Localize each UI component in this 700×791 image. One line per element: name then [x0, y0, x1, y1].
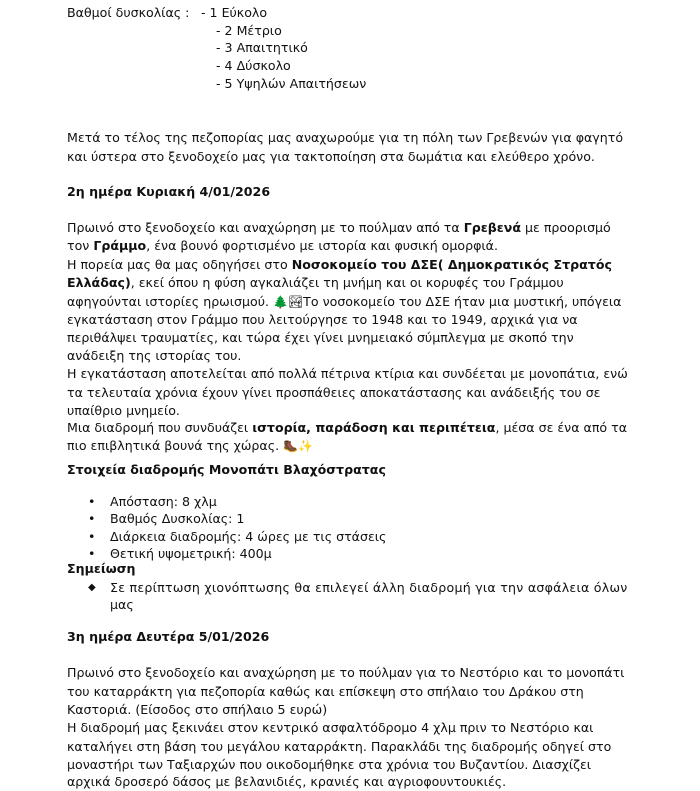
difficulty-level: - 2 Μέτριο [216, 23, 282, 38]
list-item-text: Βαθμός Δυσκολίας: 1 [110, 511, 245, 526]
paragraph-line: ανάδειξη της ιστορίας του. [67, 348, 242, 363]
paragraph-line: Μετά το τέλος της πεζοπορίας μας αναχωρούμε για τη πόλη των Γρεβενών για φαγητό [67, 130, 624, 145]
paragraph-line: πιο επιβλητικά βουνά της χώρας. 🥾✨ [67, 438, 313, 453]
paragraph-line: του καταρράκτη για πεζοπορία καθώς και επίσκεψη στο σπήλαιο του Δράκου στη [67, 684, 584, 699]
paragraph-line: και ύστερα στο ξενοδοχείο μας για τακτοποίηση στα δωμάτια και ελεύθερο χρόνο. [67, 149, 595, 164]
sparkles-icon: ✨ [298, 439, 313, 453]
paragraph-line: τα τελευταία χρόνια έχουν γίνει προσπάθειες αποκατάστασης και ανάδειξής του σε [67, 385, 601, 400]
diamond-bullet-icon: ◆ [88, 582, 96, 593]
difficulty-label: Βαθμοί δυσκολίας : [67, 5, 190, 20]
paragraph-line: Μια διαδρομή που συνδυάζει ιστορία, παράδοση και περιπέτεια, μέσα σε ένα από τα [67, 420, 627, 435]
day2-heading: 2η ημέρα Κυριακή 4/01/2026 [67, 184, 271, 199]
list-item: • [88, 546, 96, 561]
day3-heading: 3η ημέρα Δευτέρα 5/01/2026 [67, 629, 270, 644]
paragraph-line: μοναστήρι των Ταξιαρχών που οικοδομήθηκε στα χρόνια του Βυζαντίου. Διασχίζει [67, 757, 592, 772]
difficulty-level: - 4 Δύσκολο [216, 58, 291, 73]
paragraph-line: Η πορεία μας θα μας οδηγήσει στο Νοσοκομείο του ΔΣΕ( Δημοκρατικός Στρατός [67, 257, 612, 272]
list-item: • [88, 529, 96, 544]
difficulty-level: - 5 Υψηλών Απαιτήσεων [216, 76, 367, 91]
paragraph-line: περιθάλψει τραυματίες, και τώρα έχει γίνει μνημειακό σύμπλεγμα με σκοπό την [67, 330, 574, 345]
paragraph-line: Καστοριά. (Είσοδος στο σπήλαιο 5 ευρώ) [67, 702, 328, 717]
list-item-text: Θετική υψομετρική: 400μ [110, 546, 272, 561]
paragraph-line: αφηγούνται ιστορίες ηρωισμού. 🌲🏞Το νοσοκομείο του ΔΣΕ ήταν μια μυστική, υπόγεια [67, 294, 622, 309]
difficulty-level: - 1 Εύκολο [201, 5, 268, 20]
paragraph-line: υπαίθριο μνημείο. [67, 403, 180, 418]
difficulty-level: - 3 Απαιτητικό [216, 40, 308, 55]
paragraph-line: καταλήγει στη βάση του μεγάλου καταρράκτη. Παρακλάδι της διαδρομής οδηγεί στο [67, 739, 612, 754]
list-item-text: Απόσταση: 8 χλμ [110, 494, 217, 509]
paragraph-line: Ελλάδας), εκεί όπου η φύση αγκαλιάζει τη μνήμη και οι κορυφές του Γράμμου [67, 275, 564, 290]
paragraph-line: τον Γράμμο, ένα βουνό φορτισμένο με ιστορία και φυσική ομορφιά. [67, 238, 498, 253]
note-text: μας [110, 597, 134, 612]
list-item: • [88, 511, 96, 526]
paragraph-line: αρχικά δροσερό δάσος με βελανιδιές, κρανιές και αγριοφουντουκιές. [67, 774, 507, 789]
list-item: • [88, 494, 96, 509]
hiking-boot-icon: 🥾 [283, 439, 299, 453]
paragraph-line: Η εγκατάσταση αποτελείται από πολλά πέτρινα κτίρια και συνδέεται με μονοπάτια, ενώ [67, 366, 628, 381]
route-heading: Στοιχεία διαδρομής Μονοπάτι Βλαχόστρατας [67, 462, 386, 477]
paragraph-line: Η διαδρομή μας ξεκινάει στον κεντρικό ασφαλτόδρομο 4 χλμ πριν το Νεστόριο και [67, 720, 594, 735]
list-item-text: Διάρκεια διαδρομής: 4 ώρες με τις στάσεις [110, 529, 387, 544]
evergreen-tree-icon: 🌲 [272, 295, 288, 309]
note-text: Σε περίπτωση χιονόπτωσης θα επιλεγεί άλλη διαδρομή για την ασφάλεια όλων [110, 580, 628, 595]
paragraph-line: εγκατάσταση στον Γράμμο που λειτούργησε το 1948 και το 1949, αρχικά για να [67, 312, 578, 327]
paragraph-line: Πρωινό στο ξενοδοχείο και αναχώρηση με το πούλμαν από τα Γρεβενά με προορισμό [67, 220, 611, 235]
national-park-icon: 🏞 [287, 295, 304, 309]
paragraph-line: Πρωινό στο ξενοδοχείο και αναχώρηση με το πούλμαν για το Νεστόριο και το μονοπάτι [67, 665, 625, 680]
note-heading: Σημείωση [67, 561, 136, 576]
